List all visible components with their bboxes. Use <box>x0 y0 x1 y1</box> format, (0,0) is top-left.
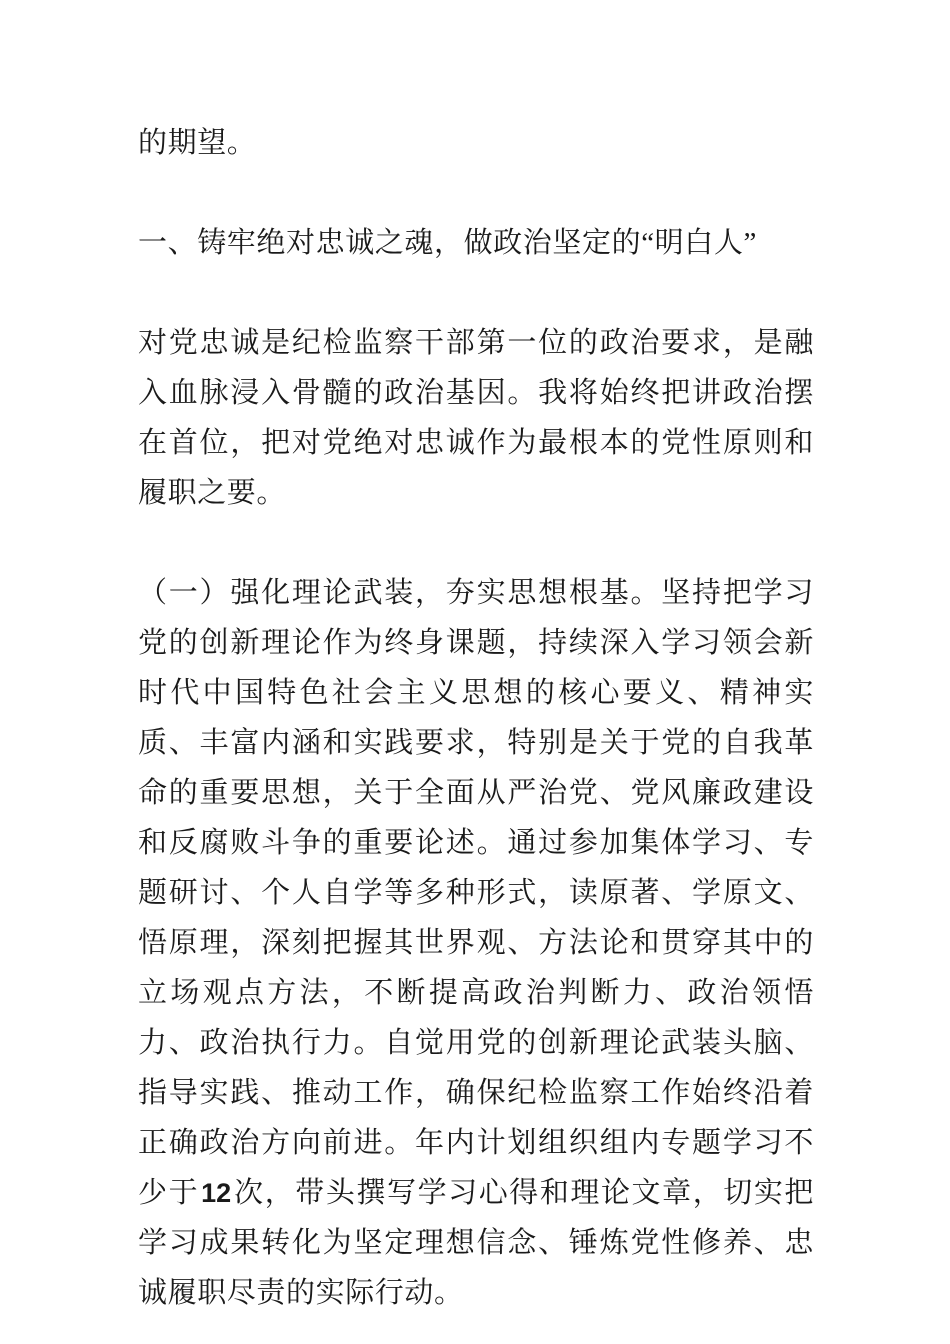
paragraph-theory-study-part-2: 次，带头撰写学习心得和理论文章，切实把学习成果转化为坚定理想信念、锤炼党性修养、忠诚履职尽责的实际行动。 <box>138 1177 814 1309</box>
document-text-column <box>138 118 814 1318</box>
section-heading-one: 一、铸牢绝对忠诚之魂，做政治坚定的“明白人” <box>138 227 757 259</box>
paragraph-theory-study <box>138 568 814 1318</box>
paragraph-theory-study-part-1: （一）强化理论武装，夯实思想根基。坚持把学习党的创新理论作为终身课题，持续深入学习领会新时代中国特色社会主义思想的核心要义、精神实质、丰富内涵和实践要求，特别是关于党的自我革命的重要思想，关于全面从严治党、党风廉政建设和反腐败斗争的重要论述。通过参加集体学习、专题研讨、个人自学等多种形式，读原著、学原文、悟原理，深刻把握其世界观、方法论和贯穿其中的立场观点方法，不断提高政治判断力、政治领悟力、政治执行力。自觉用党的创新理论武装头脑、指导实践、推动工作，确保纪检监察工作始终沿着正确政治方向前进。年内计划组织组内专题学习不少于 <box>138 577 814 1209</box>
study-sessions-count: 12 <box>201 1178 232 1208</box>
paragraph-loyalty-requirement: 对党忠诚是纪检监察干部第一位的政治要求，是融入血脉浸入骨髓的政治基因。我将始终把讲政治摆在首位，把对党绝对忠诚作为最根本的党性原则和履职之要。 <box>138 327 814 509</box>
paragraph-continuation: 的期望。 <box>138 127 257 159</box>
